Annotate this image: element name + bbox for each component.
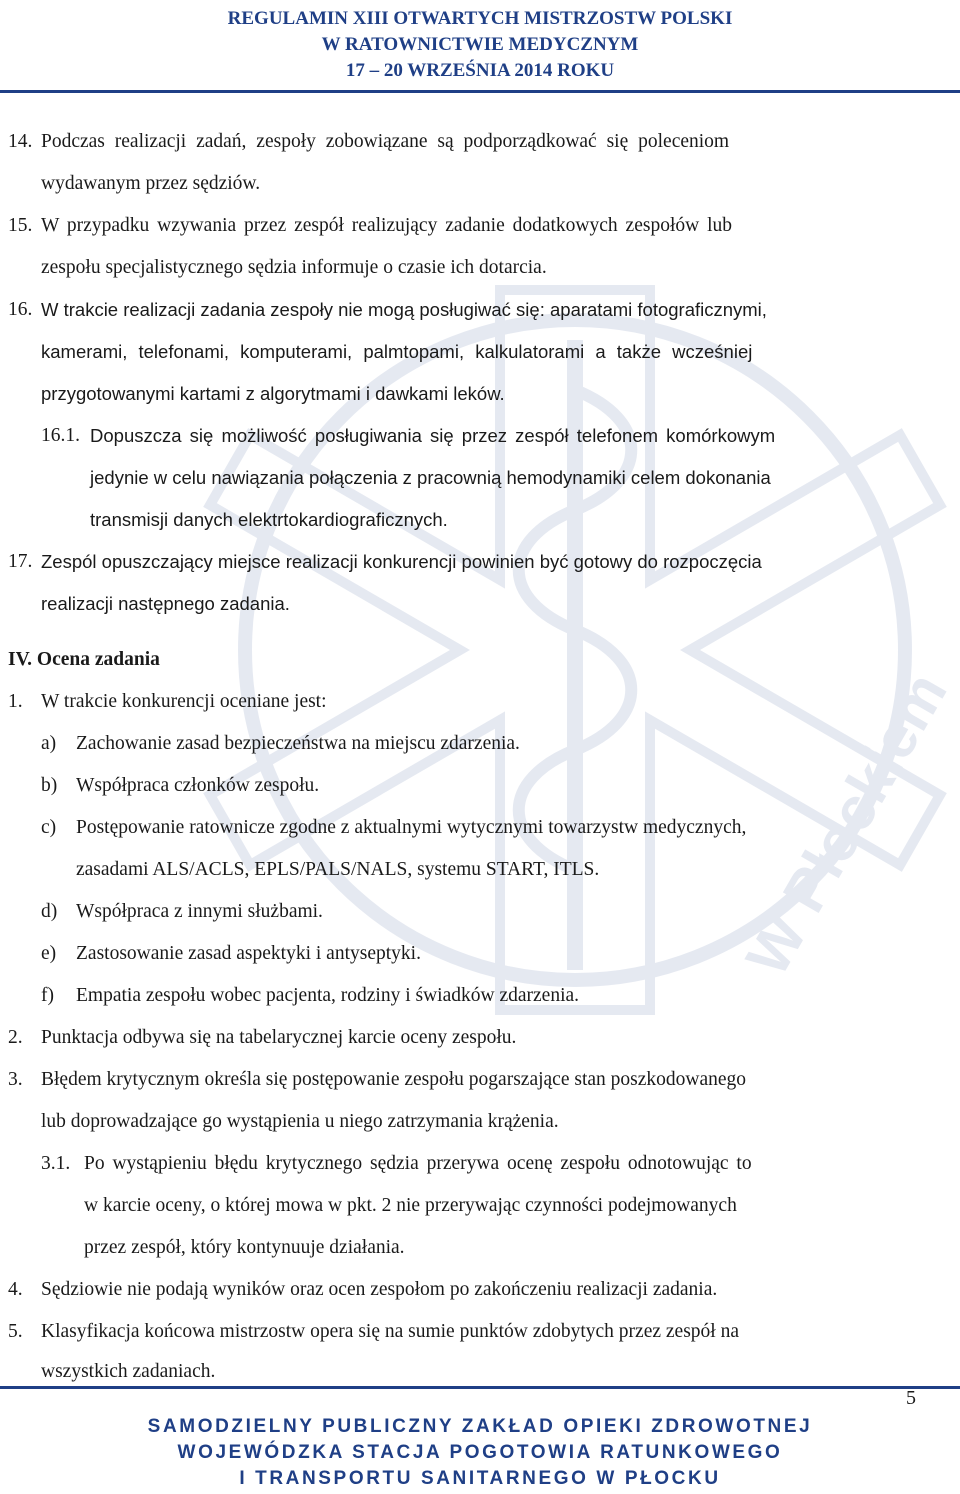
item-16-number: 16.: [8, 299, 33, 320]
section-heading: IV. Ocena zadania: [8, 649, 160, 670]
section-item-4-text: Sędziowie nie podają wyników oraz ocen zespołom po zakończeniu realizacji zadania.: [41, 1279, 718, 1300]
section-item-1-number: 1.: [8, 691, 23, 712]
subitem-c-label: c): [41, 817, 57, 838]
section-item-2-text: Punktacja odbywa się na tabelarycznej karcie oceny zespołu.: [41, 1027, 517, 1048]
section-item-2-number: 2.: [8, 1027, 23, 1048]
section-item-5-text-line1: Klasyfikacja końcowa mistrzostw opera się na sumie punktów zdobytych przez zespół na: [41, 1321, 739, 1342]
subitem-a-label: a): [41, 733, 57, 754]
subitem-f-label: f): [41, 985, 54, 1006]
item-16-1-number: 16.1.: [41, 425, 80, 446]
item-16-text-line3: przygotowanymi kartami z algorytmami i dawkami leków.: [41, 383, 505, 404]
header-title-line1: REGULAMIN XIII OTWARTYCH MISTRZOSTW POLSKI: [227, 8, 733, 29]
footer-line3: I TRANSPORTU SANITARNEGO W PŁOCKU: [239, 1468, 721, 1489]
item-14-text-line2: wydawanym przez sędziów.: [41, 173, 261, 194]
item-15-number: 15.: [8, 215, 33, 236]
header-divider: [0, 90, 960, 93]
section-item-3-text-line2: lub doprowadzające go wystąpienia u niego zatrzymania krążenia.: [41, 1111, 559, 1132]
section-item-3-1-text-line3: przez zespół, który kontynuuje działania.: [84, 1237, 405, 1258]
item-16-text-line1: W trakcie realizacji zadania zespoły nie mogą posługiwać się: aparatami fotograficznymi,: [41, 299, 767, 320]
subitem-d-text: Współpraca z innymi służbami.: [76, 901, 323, 922]
header-date: 17 – 20 WRZEŚNIA 2014 ROKU: [345, 60, 615, 81]
item-16-1-text-line1: Dopuszcza się możliwość posługiwania się przez zespół telefonem komórkowym: [90, 425, 776, 446]
subitem-e-label: e): [41, 943, 57, 964]
item-15-text-line2: zespołu specjalistycznego sędzia informuje o czasie ich dotarcia.: [41, 257, 547, 278]
footer-divider: [0, 1386, 960, 1389]
svg-text:W Płockiem: W Płockiem: [733, 661, 960, 987]
footer-line1: SAMODZIELNY PUBLICZNY ZAKŁAD OPIEKI ZDROWOTNEJ: [147, 1416, 813, 1437]
subitem-e-text: Zastosowanie zasad aspektyki i antyseptyki.: [76, 943, 421, 964]
item-14-line1-text: Podczas realizacji zadań, zespoły zobowiązane są podporządkować się poleceniom: [41, 131, 730, 152]
section-item-4-number: 4.: [8, 1279, 23, 1300]
subitem-b-text: Współpraca członków zespołu.: [76, 775, 320, 796]
item-16-text-line2: kamerami, telefonami, komputerami, palmtopami, kalkulatorami a także wcześniej: [41, 341, 753, 362]
section-item-3-text-line1: Błędem krytycznym określa się postępowanie zespołu pogarszające stan poszkodowanego: [41, 1069, 747, 1090]
section-item-5-number: 5.: [8, 1321, 23, 1342]
item-14-text-line1: [41, 130, 917, 154]
subitem-d-label: d): [41, 901, 58, 922]
item-15-text-line1: W przypadku wzywania przez zespół realizujący zadanie dodatkowych zespołów lub: [41, 215, 732, 236]
section-item-3-1-text-line2: w karcie oceny, o której mowa w pkt. 2 nie przerywając czynności podejmowanych: [84, 1195, 737, 1216]
section-item-3-1-number: 3.1.: [41, 1153, 71, 1174]
section-item-3-1-text-line1: Po wystąpieniu błędu krytycznego sędzia przerywa ocenę zespołu odnotowując to: [84, 1153, 752, 1174]
item-16-1-text-line2: jedynie w celu nawiązania połączenia z pracownią hemodynamiki celem dokonania: [90, 467, 771, 488]
item-17-number: 17.: [8, 551, 33, 572]
section-item-1-text: W trakcie konkurencji oceniane jest:: [41, 691, 327, 712]
subitem-f-text: Empatia zespołu wobec pacjenta, rodziny i świadków zdarzenia.: [76, 985, 580, 1006]
subitem-c-text-line2: zasadami ALS/ACLS, EPLS/PALS/NALS, systemu START, ITLS.: [76, 859, 600, 880]
item-17-text-line1: Zespól opuszczający miejsce realizacji konkurencji powinien być gotowy do rozpoczęcia: [41, 551, 762, 572]
subitem-b-label: b): [41, 775, 58, 796]
item-17-text-line2: realizacji następnego zadania.: [41, 593, 290, 614]
star-of-life-watermark-icon: [180, 250, 960, 1350]
section-item-5-text-line2: wszystkich zadaniach.: [41, 1361, 216, 1382]
page-number: 5: [906, 1387, 916, 1409]
item-14-number: 14.: [8, 131, 33, 152]
footer-line2: WOJEWÓDZKA STACJA POGOTOWIA RATUNKOWEGO: [177, 1442, 783, 1463]
subitem-a-text: Zachowanie zasad bezpieczeństwa na miejscu zdarzenia.: [76, 733, 520, 754]
header-title-line2: W RATOWNICTWIE MEDYCZNYM: [321, 34, 639, 55]
subitem-c-text-line1: Postępowanie ratownicze zgodne z aktualnymi wytycznymi towarzystw medycznych,: [76, 817, 747, 838]
section-item-3-number: 3.: [8, 1069, 23, 1090]
item-16-1-text-line3: transmisji danych elektrtokardiograficznych.: [90, 509, 448, 530]
